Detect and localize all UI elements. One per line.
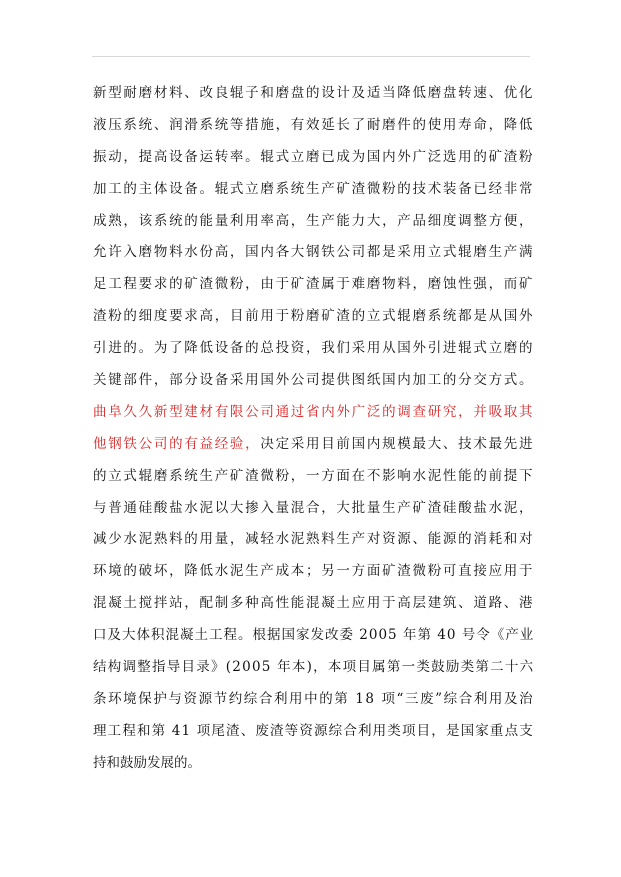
line-text: 液压系统、润滑系统等措施，有效延长了耐磨件的使用寿命，降低 <box>93 116 535 133</box>
text-line <box>93 237 533 269</box>
text-line <box>93 365 533 397</box>
line-text: 减少水泥熟料的用量，减轻水泥熟料生产对资源、能源的消耗和对 <box>93 531 535 548</box>
line-text: 决定采用目前国内规模最大、技术最先进 <box>260 435 535 452</box>
header-rule <box>92 56 530 57</box>
text-line <box>93 524 533 556</box>
line-text: 成熟，该系统的能量利用率高，生产能力大，产品细度调整方便， <box>93 212 535 229</box>
line-text: 条环境保护与资源节约综合利用中的第 18 项“三废”综合利用及治 <box>93 690 535 707</box>
text-line <box>93 461 533 493</box>
line-text: 引进的。为了降低设备的总投资，我们采用从国外引进辊式立磨的 <box>93 340 535 357</box>
body-paragraph <box>93 78 533 780</box>
text-line <box>93 174 533 206</box>
line-text: 持和鼓励发展的。 <box>93 754 201 771</box>
line-text: 关键部件，部分设备采用国外公司提供图纸国内加工的分交方式。 <box>93 372 535 389</box>
text-line <box>93 333 533 365</box>
line-text: 口及大体积混凝土工程。根据国家发改委 2005 年第 40 号令《产业 <box>93 627 535 644</box>
line-text: 结构调整指导目录》(2005 年本)，本项目属第一类鼓励类第二十六 <box>93 659 535 676</box>
line-text: 新型耐磨材料、改良辊子和磨盘的设计及适当降低磨盘转速、优化 <box>93 85 535 101</box>
line-text: 加工的主体设备。辊式立磨系统生产矿渣微粉的技术装备已经非常 <box>93 180 535 197</box>
line-text: 的立式辊磨系统生产矿渣微粉，一方面在不影响水泥性能的前提下 <box>93 467 535 484</box>
text-line <box>93 429 533 461</box>
highlighted-text: 曲阜久久新型建材有限公司通过省内外广泛的调查研究，并吸取其 <box>93 403 535 420</box>
text-line <box>93 556 533 588</box>
text-line <box>93 588 533 620</box>
line-text: 允许入磨物料水份高，国内各大钢铁公司都是采用立式辊磨生产满 <box>93 244 535 261</box>
text-line <box>93 493 533 525</box>
text-line <box>93 397 533 429</box>
line-text: 与普通硅酸盐水泥以大掺入量混合，大批量生产矿渣硅酸盐水泥， <box>93 499 535 516</box>
text-line <box>93 142 533 174</box>
line-text: 振动，提高设备运转率。辊式立磨已成为国内外广泛选用的矿渣粉 <box>93 148 535 165</box>
text-line <box>93 301 533 333</box>
text-line <box>93 269 533 301</box>
line-text: 理工程和第 41 项尾渣、废渣等资源综合利用类项目，是国家重点支 <box>93 722 534 739</box>
text-line <box>93 206 533 238</box>
text-line <box>93 716 533 748</box>
text-line <box>93 684 533 716</box>
line-text: 环境的破坏，降低水泥生产成本；另一方面矿渣微粉可直接应用于 <box>93 563 535 580</box>
line-text: 混凝土搅拌站，配制多种高性能混凝土应用于高层建筑、道路、港 <box>93 595 535 612</box>
text-line <box>93 748 533 780</box>
text-line <box>93 620 533 652</box>
text-line <box>93 652 533 684</box>
line-text: 渣粉的细度要求高，目前用于粉磨矿渣的立式辊磨系统都是从国外 <box>93 308 535 325</box>
text-line <box>93 110 533 142</box>
line-text: 足工程要求的矿渣微粉，由于矿渣属于难磨物料，磨蚀性强，而矿 <box>93 276 535 293</box>
highlighted-text: 他钢铁公司的有益经验， <box>93 435 261 452</box>
text-line <box>93 78 533 110</box>
